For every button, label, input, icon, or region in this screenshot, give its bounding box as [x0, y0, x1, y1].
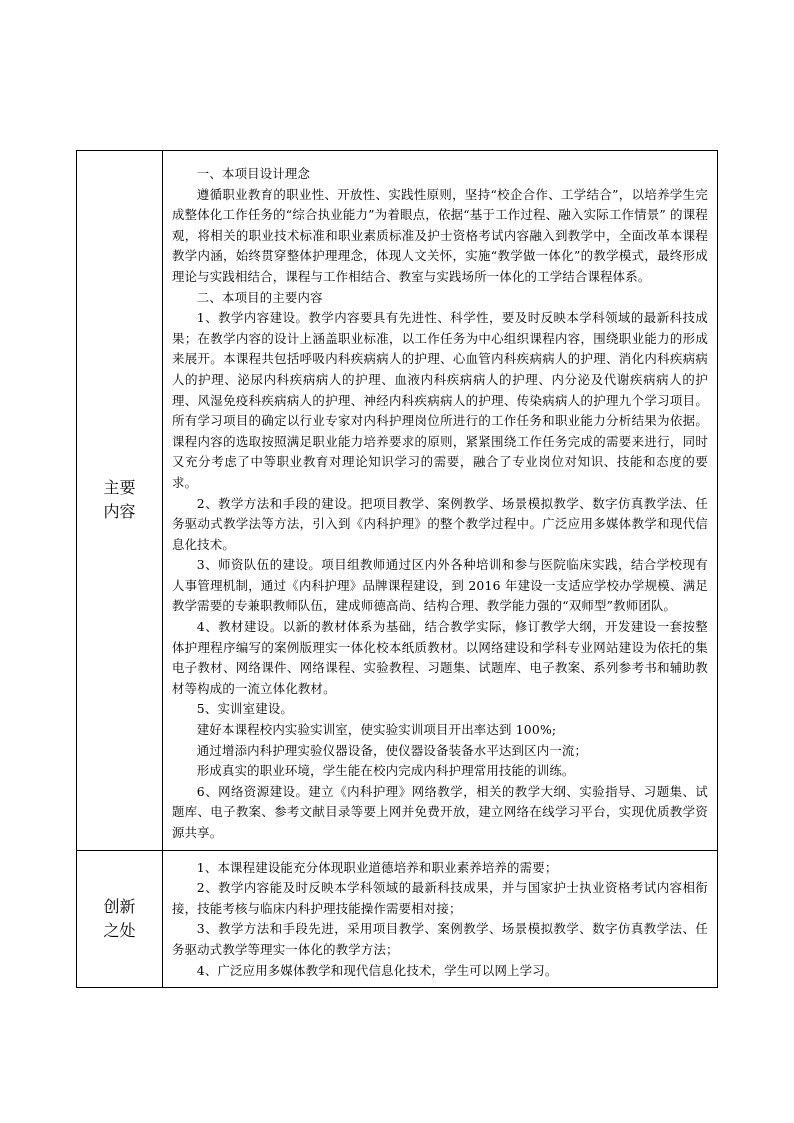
paragraph: 2、教学内容能及时反映本学科领域的最新科技成果，并与国家护士执业资格考试内容相衔接，技能考核与临床内科护理技能操作需要相对接； — [172, 880, 708, 916]
section-heading-design-concept: 一、本项目设计理念 — [196, 166, 311, 181]
row-label-innovation — [77, 850, 163, 988]
innovation-content-cell — [163, 850, 718, 988]
section-heading-main-content: 二、本项目的主要内容 — [196, 289, 323, 305]
main-content-cell — [163, 151, 718, 851]
row-label-main-content — [77, 151, 163, 851]
paragraph: 建好本课程校内实验实训室，使实验实训项目开出率达到 100%; — [196, 722, 557, 738]
row-label-line: 之处 — [103, 920, 136, 940]
paragraph: 3、教学方法和手段先进，采用项目教学、案例教学、场景模拟教学、数字仿真教学法、任务驱动式教学等理实一体化的教学方法； — [172, 921, 708, 957]
table-row-innovation — [77, 850, 718, 988]
paragraph: 2、教学方法和手段的建设。把项目教学、案例教学、场景模拟教学、数字仿真教学法、任务驱动式教学法等方法，引入到《内科护理》的整个教学过程中。广泛应用多媒体教学和现代信息化技术。 — [172, 495, 708, 552]
paragraph: 通过增添内科护理实验仪器设备，使仪器设备装备水平达到区内一流； — [196, 742, 588, 758]
paragraph: 4、广泛应用多媒体教学和现代信息化技术，学生可以网上学习。 — [196, 962, 558, 978]
paragraph: 遵循职业教育的职业性、开放性、实践性原则，坚持“校企合作、工学结合”，以培养学生完成整体化工作任务的“综合执业能力”为着眼点，依据“基于工作过程、融入实际工作情景” 的课程观，将相关的职业技术标准和职业素质标准及护士资格考试内容融入到教学中，全面改革本课程教学内涵，始终贯穿整体护理理念，体现人文关怀，实施“教学做一体化”的教学模式，最终形成理论与实践相结合，课程与工作相结合、教室与实践场所一体化的工学结合课程体系。 — [172, 186, 708, 284]
row-label-line: 内容 — [103, 502, 136, 522]
paragraph: 3、师资队伍的建设。项目组教师通过区内外各种培训和参与医院临床实践，结合学校现有人事管理机制，通过《内科护理》品牌课程建设，到 2016 年建设一支适应学校办学规模、满足教学需要的专兼职教师队伍，建成师德高尚、结构合理、教学能力强的“双师型”教师团队。 — [172, 557, 708, 614]
table-row-main-content — [77, 151, 718, 851]
row-label-line: 主要 — [103, 478, 136, 498]
paragraph: 4、教材建设。以新的教材体系为基础，结合教学实际，修订教学大纲，开发建设一套按整体护理程序编写的案例版理实一体化校本纸质教材。以网络建设和学科专业网站建设为依托的集电子教材、网络课件、网络课程、实验教程、习题集、试题库、电子教案、系列参考书和辅助教材等构成的一流立体化教材。 — [172, 619, 708, 696]
paragraph: 6、网络资源建设。建立《内科护理》网络教学，相关的教学大纲、实验指导、习题集、试题库、电子教案、参考文献目录等要上网并免费开放，建立网络在线学习平台，实现优质教学资源共享。 — [172, 783, 708, 840]
project-content-table — [76, 150, 718, 988]
paragraph: 1、本课程建设能充分体现职业道德培养和职业素养培养的需要； — [196, 859, 558, 875]
row-label-line: 创新 — [103, 896, 136, 916]
paragraph: 形成真实的职业环境，学生能在校内完成内科护理常用技能的训练。 — [196, 763, 575, 779]
paragraph: 5、实训室建设。 — [196, 701, 294, 717]
paragraph: 1、教学内容建设。教学内容要具有先进性、科学性，要及时反映本学科领域的最新科技成果；在教学内容的设计上涵盖职业标准，以工作任务为中心组织课程内容，围绕职业能力的形成来展开。本课程共包括呼吸内科疾病病人的护理、心血管内科疾病病人的护理、消化内科疾病病人的护理、泌尿内科疾病病人的护理、血液内科疾病病人的护理、内分泌及代谢疾病病人的护理、风湿免疫科疾病病人的护理、神经内科疾病病人的护理、传染病病人的护理九个学习项目。所有学习项目的确定以行业专家对内科护理岗位所进行的工作任务和职业能力分析结果为依据。课程内容的选取按照满足职业能力培养要求的原则，紧紧围绕工作任务完成的需要来进行，同时又充分考虑了中等职业教育对理论知识学习的需要，融合了专业岗位对知识、技能和态度的要求。 — [172, 310, 708, 490]
